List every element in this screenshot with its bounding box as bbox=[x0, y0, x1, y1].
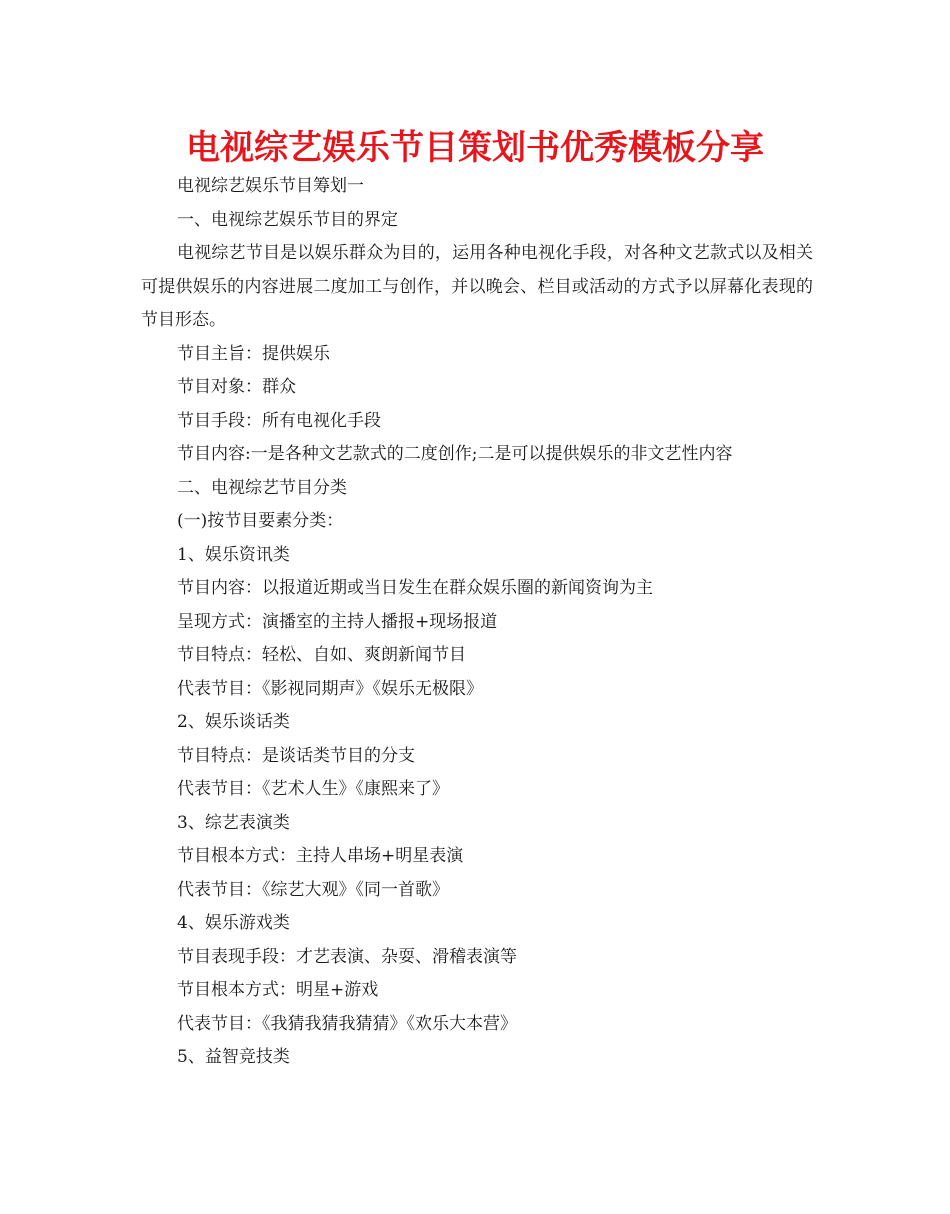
category-heading: 3、综艺表演类 bbox=[177, 812, 290, 833]
text-line: 节目内容:一是各种文艺款式的二度创作;二是可以提供娱乐的非文艺性内容 bbox=[177, 444, 733, 464]
text-line: 呈现方式：演播室的主持人播报+现场报道 bbox=[177, 611, 498, 632]
section-heading: 一、电视综艺娱乐节目的界定 bbox=[177, 209, 398, 230]
category-heading: 2、娱乐谈话类 bbox=[177, 712, 290, 732]
subsection-heading: (一)按节目要素分类： bbox=[177, 511, 344, 531]
document-title: 电视综艺娱乐节目策划书优秀模板分享 bbox=[186, 128, 764, 168]
text-line: 节目内容：以报道近期或当日发生在群众娱乐圈的新闻资询为主 bbox=[177, 578, 653, 598]
text-line: 节目主旨：提供娱乐 bbox=[177, 343, 330, 364]
text-line: 代表节目：《综艺大观》《同一首歌》 bbox=[177, 879, 449, 900]
definition-paragraph: 电视综艺节目是以娱乐群众为目的，运用各种电视化手段，对各种文艺款式以及相关可提供娱乐的内容进展二度加工与创作，并以晚会、栏目或活动的方式予以屏幕化表现的节目形态。 bbox=[141, 243, 813, 330]
text-line: 节目特点：是谈话类节目的分支 bbox=[177, 745, 415, 766]
text-line: 节目特点：轻松、自如、爽朗新闻节目 bbox=[177, 645, 466, 665]
section-heading: 二、电视综艺节目分类 bbox=[177, 477, 347, 498]
category-heading: 4、娱乐游戏类 bbox=[177, 913, 290, 933]
document-body bbox=[141, 170, 813, 1075]
category-heading: 1、娱乐资讯类 bbox=[177, 544, 290, 565]
text-line: 节目对象：群众 bbox=[177, 377, 296, 397]
text-line: 代表节目：《艺术人生》《康熙来了》 bbox=[177, 779, 449, 799]
text-line: 节目手段：所有电视化手段 bbox=[177, 410, 381, 431]
category-heading: 5、益智竞技类 bbox=[177, 1047, 290, 1067]
text-line: 代表节目：《影视同期声》《娱乐无极限》 bbox=[177, 678, 483, 699]
text-line: 节目表现手段：才艺表演、杂耍、滑稽表演等 bbox=[177, 946, 517, 967]
text-line: 电视综艺娱乐节目筹划一 bbox=[177, 176, 364, 196]
text-line: 节目根本方式：主持人串场+明星表演 bbox=[177, 846, 464, 866]
text-line: 代表节目：《我猜我猜我猜猜》《欢乐大本营》 bbox=[177, 1013, 517, 1034]
text-line: 节目根本方式：明星+游戏 bbox=[177, 980, 379, 1000]
